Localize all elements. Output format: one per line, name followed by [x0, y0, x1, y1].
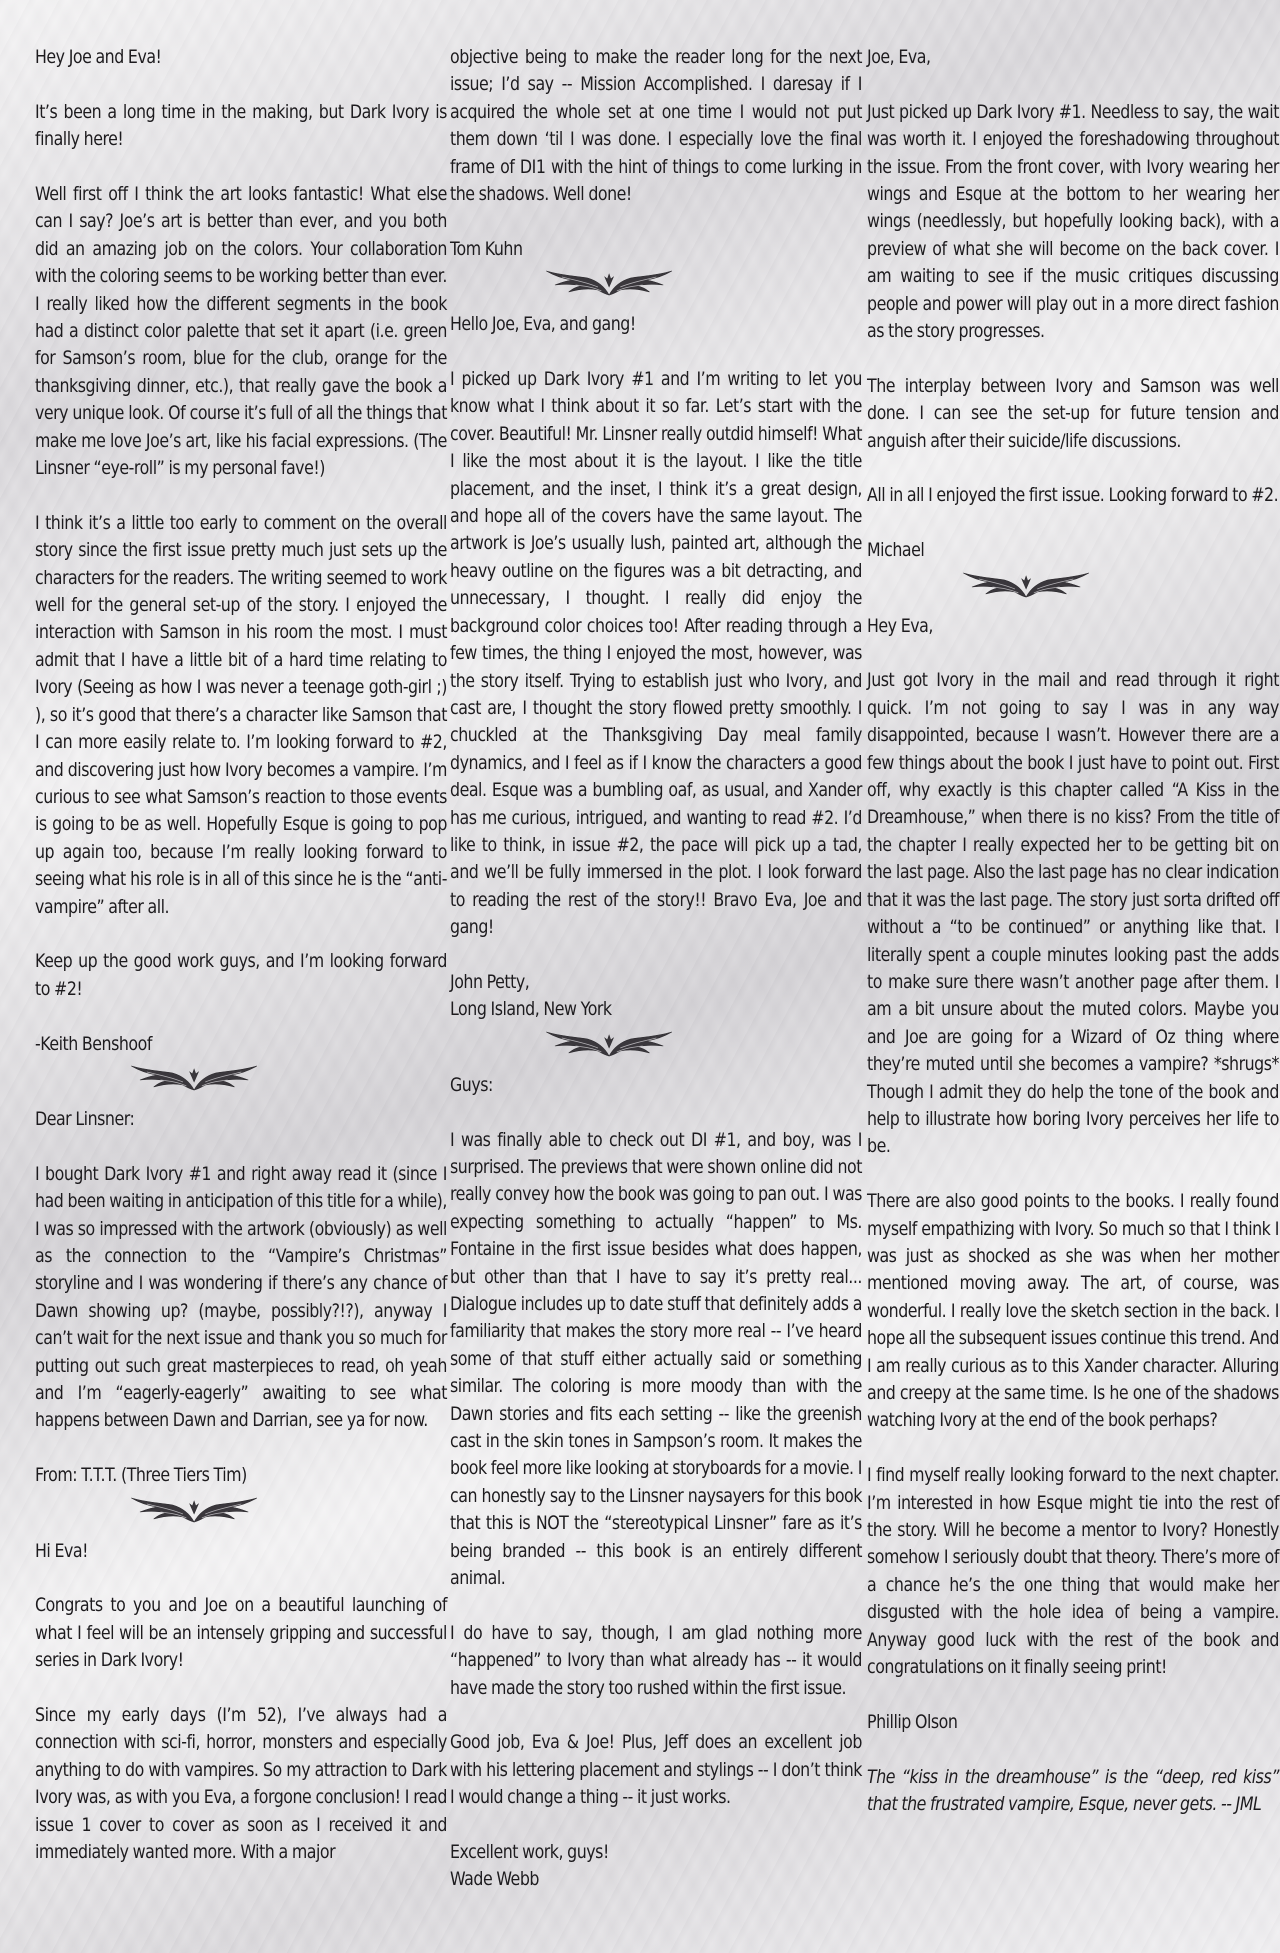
letter-paragraph: Well first off I think the art looks fantastic! What else can I say? Joe’s art is better than ever, and you both did an amazing job on the colors. Your collaboration with the coloring seems to be working better than ever. I really liked how the different segments in the book had a distinct color palette that set it apart (i.e. green for Samson’s room, blue for the club, orange for the thanksgiving dinner, etc.), that really gave the book a very unique look. Of course it’s full of all the things that make me love Joe’s art, like his facial expressions. (The Linsner “eye-roll” is my personal fave!) [35, 184, 447, 480]
letter-three-tiers-tim [35, 1106, 447, 1490]
letter-signature: Wade Webb [450, 1869, 539, 1891]
letter-paragraph: Congrats to you and Joe on a beautiful launching of what I feel will be an intensely gripping and successful series in Dark Ivory! [35, 1595, 447, 1672]
letter-salutation: Hey Joe and Eva! [35, 47, 162, 68]
column-middle-content [450, 44, 862, 1894]
bat-wing-divider-icon [962, 567, 1279, 607]
letter-keith-benshoof [35, 44, 447, 1058]
letter-paragraph: Just picked up Dark Ivory #1. Needless to say, the wait was worth it. I enjoyed the foreshadowing throughout the issue. From the front cover, with Ivory wearing her wings and Esque at the bottom to her wearing her wings (needlessly, but hopefully looking back), with a preview of what she will become on the back cover. I am waiting to see if the music critiques discussing people and power will play out in a more direct fashion as the story progresses. [867, 101, 1279, 343]
letter-paragraph: I find myself really looking forward to the next chapter. I’m interested in how Esque might tie into the rest of the story. Will he become a mentor to Ivory? Honestly somehow I seriously doubt that theory. There’s more of a chance he’s the one thing that would make her disgusted with the hole idea of being a vampire. Anyway good luck with the rest of the book and congratulations on it finally seeing print! [867, 1465, 1279, 1679]
letter-signature: -Keith Benshoof [35, 1033, 152, 1055]
letter-paragraph: Good job, Eva & Joe! Plus, Jeff does an excellent job with his lettering placement and stylings -- I don’t think I would change a thing -- it just works. [450, 1732, 862, 1809]
letter-paragraph: It’s been a long time in the making, but Dark Ivory is finally here! [35, 101, 447, 151]
letter-john-petty [450, 311, 862, 1024]
letter-paragraph: There are also good points to the books. I really found myself empathizing with Ivory. So much so that I think I was just as shocked as she was when her mother mentioned moving away. The art, of course, was wonderful. I really love the sketch section in the back. I hope all the subsequent issues continue this trend. And I am really curious as to this Xander character. Alluring and creepy at the same time. Is he one of the shadows watching Ivory at the end of the book perhaps? [867, 1191, 1279, 1432]
letter-signature-location: Long Island, New York [450, 999, 612, 1021]
letter-signature: Phillip Olson [867, 1711, 958, 1733]
bat-wing-divider-icon [130, 1060, 447, 1100]
letter-salutation: Hi Eva! [35, 1540, 88, 1562]
letter-paragraph: I do have to say, though, I am glad nothing more “happened” to Ivory than what already has -- it would have made the story too rushed within the first issue. [450, 1622, 862, 1699]
editor-reply: The “kiss in the dreamhouse” is the “deep, red kiss” that the frustrated vampire, Esque, never gets. -- JML [867, 1766, 1279, 1816]
letter-signature: John Petty, [450, 971, 530, 993]
letter-paragraph: I was finally able to check out DI #1, and boy, was I surprised. The previews that were shown online did not really convey how the book was going to pan out. I was expecting something to actually “happen” to Ms. Fontaine in the first issue besides what does happen, but other than that I have to say it’s pretty real... Dialogue includes up to date stuff that definitely adds a familiarity that makes the story more real -- I’ve heard some of that stuff either actually said or something similar. The coloring is more moody than with the Dawn stories and fits each setting -- like the greenish cast in the skin tones in Sampson’s room. It makes the book feel more like looking at storyboards for a movie. I can honestly say to the Linsner naysayers for this book that this is NOT the “stereotypical Linsner” fare as it’s being branded -- this book is an entirely different animal. [450, 1129, 862, 1590]
letter-phillip-olson [867, 613, 1279, 1737]
bat-wing-divider-icon [545, 1026, 862, 1066]
letter-paragraph: I picked up Dark Ivory #1 and I’m writing to let you know what I think about it so far. Let’s start with the cover. Beautiful! Mr. Linsner really outdid himself! What I like the most about it is the layout. I like the title placement, and the inset, I think it’s a great design, and hope all of the covers have the same layout. The artwork is Joe’s usually lush, painted art, although the heavy outline on the figures was a bit detracting, and unnecessary, I thought. I really did enjoy the background color choices too! After reading through a few times, the thing I enjoyed the most, however, was the story itself. Trying to establish just who Ivory, and cast are, I thought the story flowed pretty smoothly. I chuckled at the Thanksgiving Day meal family dynamics, and I feel as if I know the characters a good deal. Esque was a bumbling oaf, as usual, and Xander has me curious, intrigued, and wanting to read #2. I’d like to think, in issue #2, the pace will pick up a tad, and we’ll be fully immersed in the plot. I look forward to reading the rest of the story!! Bravo Eva, Joe and gang! [450, 369, 862, 939]
bat-wing-divider-icon [545, 265, 862, 305]
letter-paragraph: I bought Dark Ivory #1 and right away read it (since I had been waiting in anticipation of this title for a while), I was so impressed with the artwork (obviously) as well as the connection to the “Vampire’s Christmas” storyline and I was wondering if there’s any chance of Dawn showing up? (maybe, possibly?!?), anyway I can’t wait for the next issue and thank you so much for putting out such great masterpieces to read, oh yeah and I’m “eagerly-eagerly” awaiting to see what happens between Dawn and Darrian, see ya for now. [35, 1163, 447, 1432]
letter-salutation: Hey Eva, [867, 615, 933, 637]
column-right [867, 44, 1279, 1846]
letter-paragraph-continuation: objective being to make the reader long for the next issue; I’d say -- Mission Accomplished. I daresay if I acquired the whole set at one time I would not put them down ‘til I was done. I especially love the final frame of DI1 with the hint of things to come lurking in the shadows. Well done! [450, 47, 862, 206]
column-left [35, 44, 447, 1894]
letter-salutation: Dear Linsner: [35, 1108, 135, 1130]
letter-salutation: Hello Joe, Eva, and gang! [450, 314, 636, 336]
letter-tom-kuhn-part1 [35, 1538, 447, 1867]
letter-salutation: Joe, Eva, [867, 47, 931, 68]
letter-paragraph: I think it’s a little too early to comment on the overall story since the first issue pretty much just sets up the characters for the readers. The writing seemed to work well for the general set-up of the story. I enjoyed the interaction with Samson in his room the most. I must admit that I have a little bit of a hard time relating to Ivory (Seeing as how I was never a teenage goth-girl ;) ), so it’s good that there’s a character like Samson that I can more easily relate to. I’m looking forward to #2, and discovering just how Ivory becomes a vampire. I’m curious to see what Samson’s reaction to those events is going to be as well. Hopefully Esque is going to pop up again too, because I’m really looking forward to seeing what his role is in all of this since he is the “anti-vampire” after all. [35, 512, 447, 918]
letter-salutation: Guys: [450, 1074, 493, 1096]
letter-paragraph: Excellent work, guys! [450, 1842, 609, 1864]
letter-signature: Tom Kuhn [450, 238, 523, 260]
letter-signature: From: T.T.T. (Three Tiers Tim) [35, 1465, 247, 1487]
bat-wing-divider-icon [130, 1492, 447, 1532]
letter-michael [867, 44, 1279, 565]
letter-paragraph: Keep up the good work guys, and I’m looking forward to #2! [35, 951, 447, 1000]
letter-paragraph: The interplay between Ivory and Samson was well done. I can see the set-up for future tension and anguish after their suicide/life discussions. [867, 375, 1279, 452]
letter-paragraph: Since my early days (I’m 52), I’ve always had a connection with sci-fi, horror, monsters and especially anything to do with vampires. So my attraction to Dark Ivory was, as with you Eva, a forgone conclusion! I read issue 1 cover to cover as soon as I received it and immediately wanted more. With a major [35, 1705, 447, 1864]
letter-paragraph: All in all I enjoyed the first issue. Looking forward to #2. [867, 485, 1279, 507]
letter-wade-webb [450, 1072, 862, 1894]
letter-signature: Michael [867, 540, 925, 562]
letter-paragraph: Just got Ivory in the mail and read through it right quick. I’m not going to say I was in any way disappointed, because I wasn’t. However there are a few things about the book I just have to point out. First off, why exactly is this chapter called “A Kiss in the Dreamhouse,” when there is no kiss? From the title of the chapter I really expected her to be getting bit on the last page. Also the last page has no clear indication that it was the last page. The story just sorta drifted off without a “to be continued” or anything like that. I literally spent a couple minutes looking past the adds to make sure there wasn’t another page after them. I am a bit unsure about the muted colors. Maybe you and Joe are going for a Wizard of Oz thing where they’re muted until she becomes a vampire? *shrugs* Though I admit they do help the tone of the book and help to illustrate how boring Ivory perceives her life to be. [867, 670, 1279, 1158]
